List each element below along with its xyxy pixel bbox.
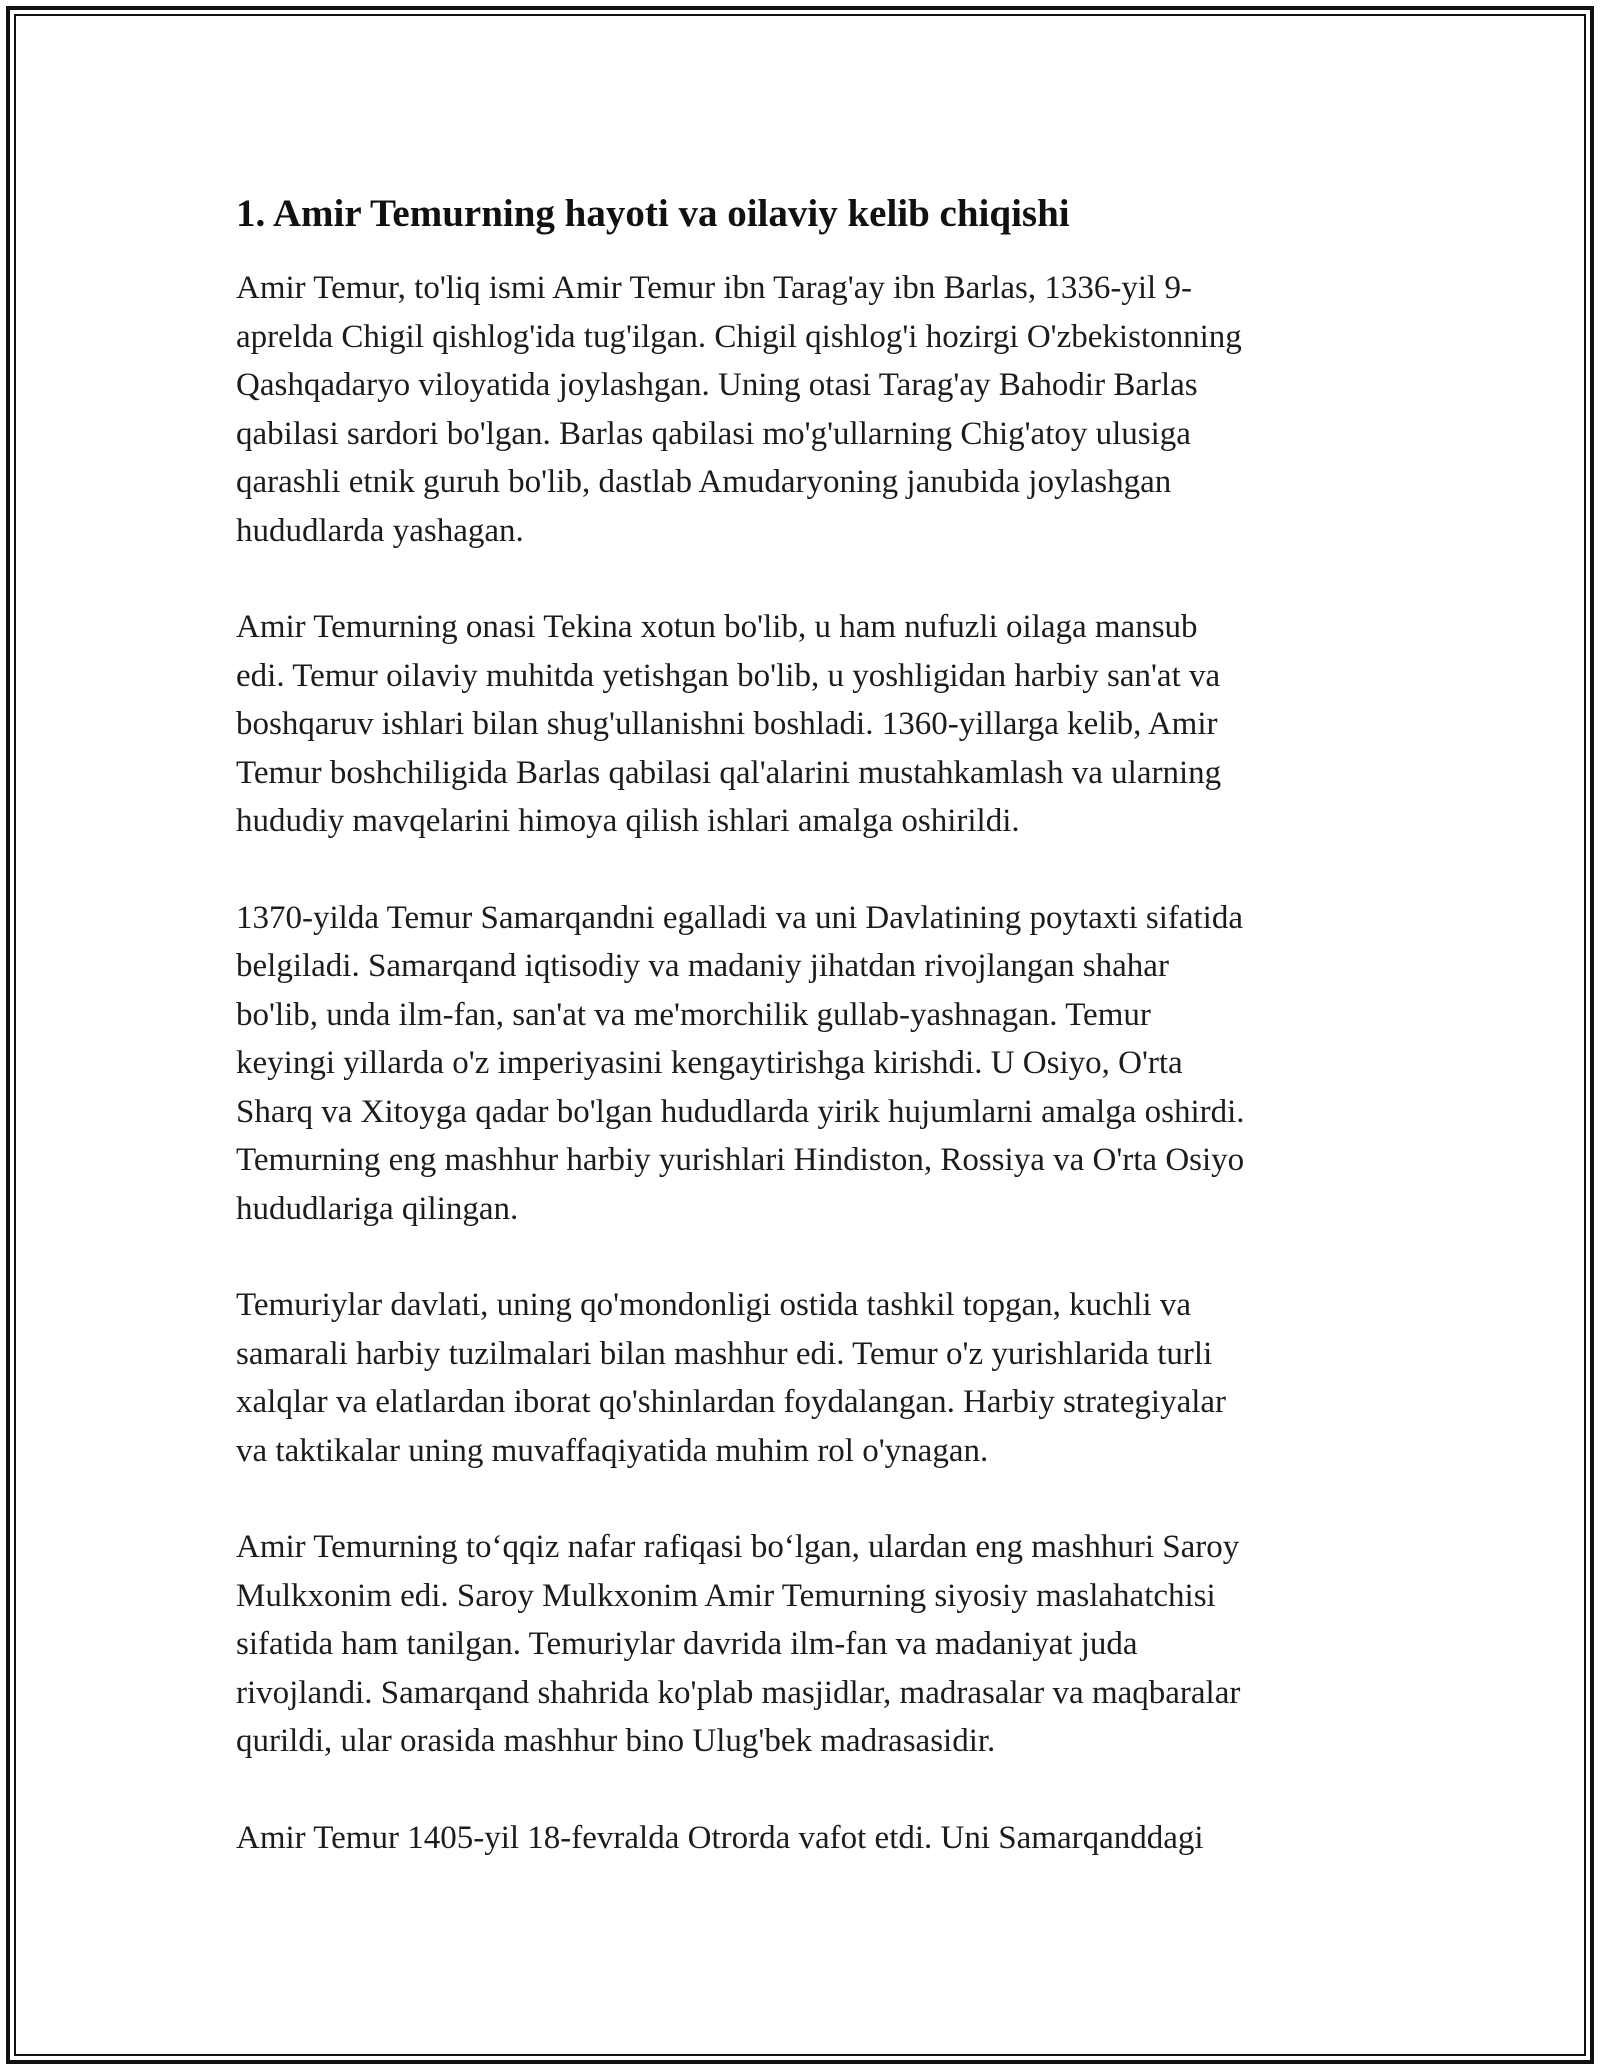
paragraph-samarkand-conquests: 1370-yilda Temur Samarqandni egalladi va uni Davlatining poytaxti sifatida belgiladi. Samarqand iqtisodiy va madaniy jihatdan rivojlangan shahar bo'lib, unda ilm-fan, san'at va me'morchilik gullab-yashnagan. Temur keyingi yillarda o'z imperiyasini kengaytirishga kirishdi. U Osiyo, O'rta Sharq va Xitoyga qadar bo'lgan hududlarda yirik hujumlarni amalga oshirdi. Temurning eng mashhur harbiy yurishlari Hindiston, Rossiya va O'rta Osiyo hududlariga qilingan. (236, 899, 1245, 1227)
document-body (236, 190, 1366, 1910)
paragraph-military: Temuriylar davlati, uning qo'mondonligi ostida tashkil topgan, kuchli va samarali harbiy tuzilmalari bilan mashhur edi. Temur o'z yurishlarida turli xalqlar va elatlardan iborat qo'shinlardan foydalangan. Harbiy strategiyalar va taktikalar uning muvaffaqiyatida muhim rol o'ynagan. (236, 1287, 1227, 1469)
paragraph-death: Amir Temur 1405-yil 18-fevralda Otrorda vafot etdi. Uni Samarqanddagi (236, 1819, 1204, 1856)
paragraph-wives-culture: Amir Temurning to‘qqiz nafar rafiqasi bo‘lgan, ulardan eng mashhuri Saroy Mulkxonim edi. Saroy Mulkxonim Amir Temurning siyosiy maslahatchisi sifatida ham tanilgan. Temuriylar davrida ilm-fan va madaniyat juda rivojlandi. Samarqand shahrida ko'plab masjidlar, madrasalar va maqbaralar qurildi, ular orasida mashhur bino Ulug'bek madrasasidir. (236, 1529, 1241, 1759)
paragraph-birth-origin: Amir Temur, to'liq ismi Amir Temur ibn Tarag'ay ibn Barlas, 1336-yil 9- aprelda Chigil qishlog'ida tug'ilgan. Chigil qishlog'i hozirgi O'zbekistonning Qashqadaryo viloyatida joylashgan. Uning otasi Tarag'ay Bahodir Barlas qabilasi sardori bo'lgan. Barlas qabilasi mo'g'ullarning Chig'atoy ulusiga qarashli etnik guruh bo'lib, dastlab Amudaryoning janubida joylashgan hududlarda yashagan. (236, 270, 1242, 549)
paragraph-mother-youth: Amir Temurning onasi Tekina xotun bo'lib, u ham nufuzli oilaga mansub edi. Temur oilaviy muhitda yetishgan bo'lib, u yoshligidan harbiy san'at va boshqaruv ishlari bilan shug'ullanishni boshladi. 1360-yillarga kelib, Amir Temur boshchiligida Barlas qabilasi qal'alarini mustahkamlash va ularning hududiy mavqelarini himoya qilish ishlari amalga oshirildi. (236, 609, 1222, 839)
section-heading: 1. Amir Temurning hayoti va oilaviy kelib chiqishi (236, 192, 1070, 235)
